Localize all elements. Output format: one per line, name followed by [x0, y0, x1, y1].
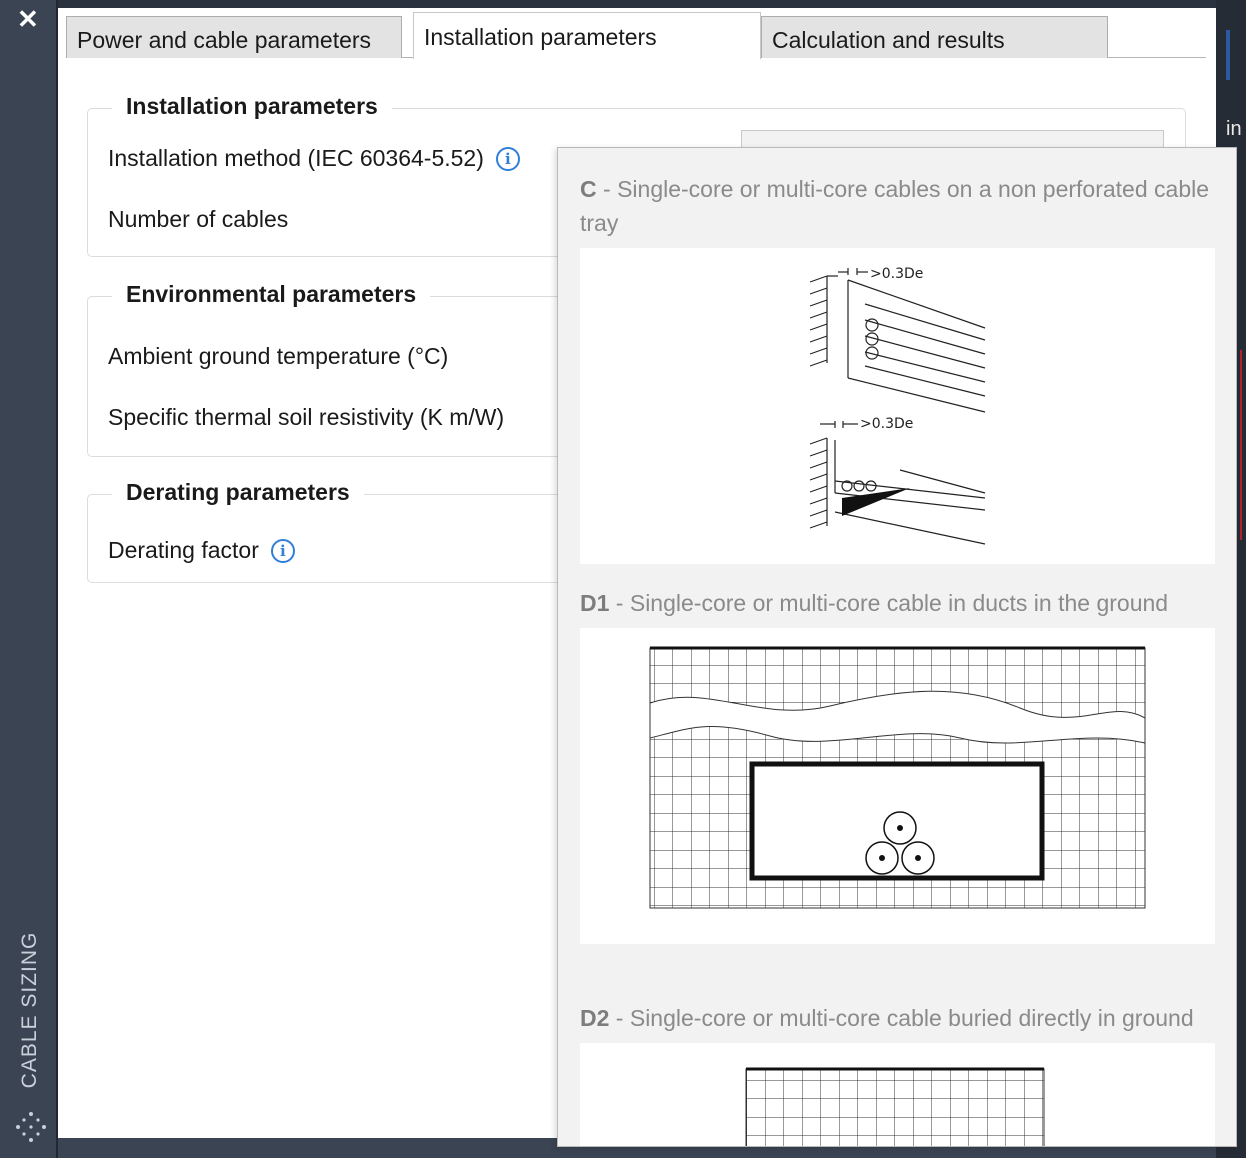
option-description: Single-core or multi-core cable buried directly in ground [629, 1005, 1194, 1031]
dropdown-option-c[interactable] [580, 172, 1220, 564]
canvas-line [1240, 350, 1242, 540]
option-code: C [580, 176, 597, 202]
buried-illustration [580, 1043, 1215, 1147]
soil-resistivity-label: Specific thermal soil resistivity (K m/W) [108, 404, 505, 430]
tab-calculation-results[interactable]: Calculation and results [761, 16, 1108, 58]
option-code: D2 [580, 1005, 610, 1031]
cable-tray-illustration [580, 248, 1215, 564]
close-icon[interactable]: ✕ [17, 4, 39, 34]
option-heading: D1 - Single-core or multi-core cable in ducts in the ground [580, 590, 1169, 616]
duct-in-ground-diagram [580, 628, 1215, 944]
move-grip-icon[interactable] [14, 1110, 48, 1144]
installation-group-title: Installation parameters [112, 93, 392, 120]
option-code: D1 [580, 590, 610, 616]
palette-title: CABLE SIZING [18, 931, 41, 1089]
dropdown-option-d1[interactable] [580, 586, 1220, 944]
canvas-text: in [1226, 118, 1242, 140]
option-heading: D2 - Single-core or multi-core cable buried directly in ground [580, 1005, 1194, 1031]
tab-power-and-cable[interactable]: Power and cable parameters [66, 16, 402, 58]
clearance-label: >0.3De [860, 416, 914, 432]
palette-dock [0, 0, 58, 1158]
duct-illustration [580, 628, 1215, 944]
info-icon[interactable]: i [271, 539, 295, 563]
installation-method-label: Installation method (IEC 60364-5.52) [108, 145, 484, 171]
derating-group-title: Derating parameters [112, 479, 364, 506]
buried-direct-diagram [580, 1043, 1215, 1147]
tab-installation[interactable]: Installation parameters [413, 12, 761, 59]
option-description: Single-core or multi-core cables on a non perforated cable tray [580, 176, 1210, 236]
environmental-group-title: Environmental parameters [112, 281, 430, 308]
installation-method-dropdown[interactable] [557, 147, 1237, 1147]
installation-method-row [108, 145, 520, 172]
option-heading: C - Single-core or multi-core cables on a non perforated cable tray [580, 176, 1210, 236]
number-of-cables-label: Number of cables [108, 206, 289, 232]
option-description: Single-core or multi-core cable in ducts in the ground [629, 590, 1169, 616]
dropdown-option-d2[interactable] [580, 1001, 1220, 1147]
ambient-temperature-label: Ambient ground temperature (°C) [108, 343, 449, 369]
info-icon[interactable]: i [496, 147, 520, 171]
derating-factor-label: Derating factor [108, 537, 259, 563]
tab-bar [66, 12, 1206, 58]
cable-tray-diagram [580, 248, 1215, 564]
clearance-label: >0.3De [870, 266, 924, 282]
derating-factor-row [108, 537, 295, 564]
canvas-marker [1226, 30, 1230, 80]
